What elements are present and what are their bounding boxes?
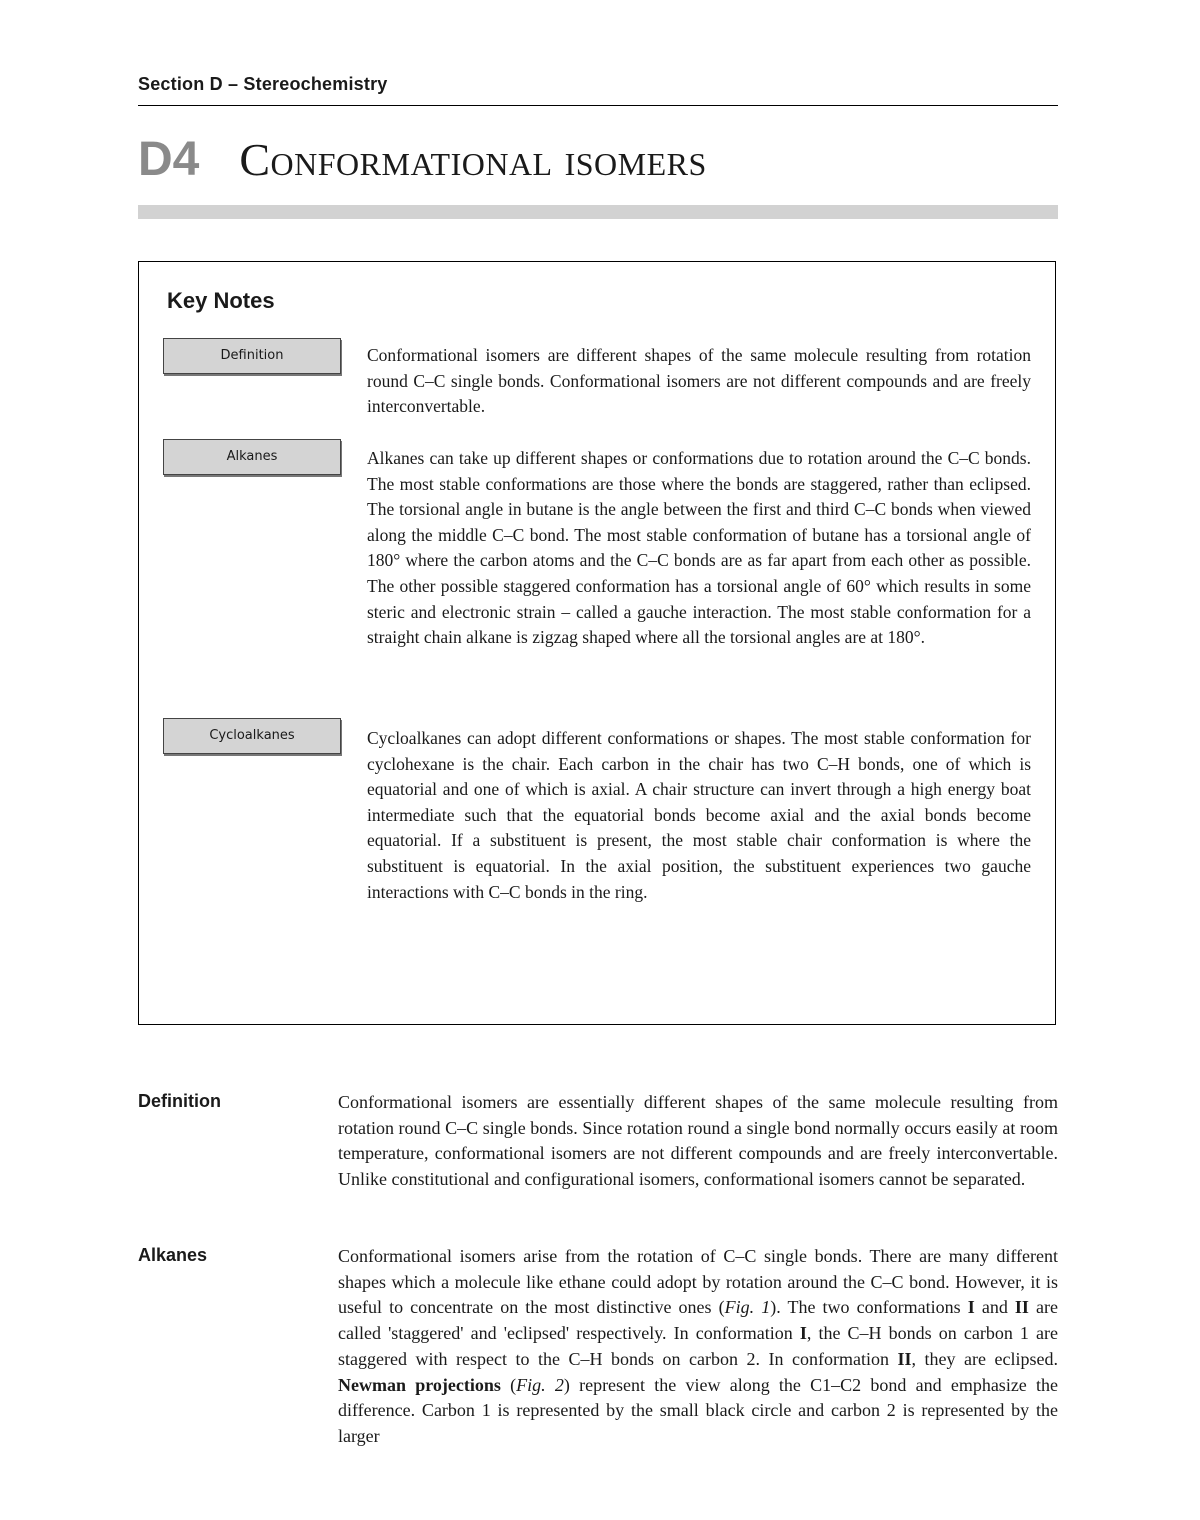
chapter-title: Conformational isomers	[239, 134, 707, 185]
conformation-I-label: I	[799, 1323, 807, 1344]
section-label: Section D – Stereochemistry	[138, 74, 388, 94]
key-note-text-definition: Conformational isomers are different shapes of the same molecule resulting from rotation round C–C single bonds. Conformational isomers are not different compounds and are freely interconvertable.	[367, 345, 1031, 417]
title-underbar	[138, 205, 1058, 219]
conformation-I-label: I	[967, 1297, 975, 1318]
body-text-alkanes	[338, 1244, 1058, 1450]
alkanes-text-part: (	[500, 1374, 517, 1395]
key-note-tag-definition: Definition	[163, 338, 341, 374]
conformation-II-label: II	[1014, 1297, 1029, 1318]
key-note-text-alkanes: Alkanes can take up different shapes or conformations due to rotation around the C–C bonds. The most stable conformations are those where the bonds are staggered, rather than eclipsed. The torsional angle in butane is the angle between the first and third C–C bonds when viewed along the middle C–C bond. The most stable conformation of butane has a torsional angle of 180° where the carbon atoms and the C–C bonds are as far apart from each other as possible. The other possible staggered conformation has a torsional angle of 60° which results in some steric and electronic strain – called a gauche interaction. The most stable conformation for a straight chain alkane is zigzag shaped where all the torsional angles are at 180°.	[367, 448, 1031, 648]
key-note-tag-cycloalkanes: Cycloalkanes	[163, 718, 341, 754]
alkanes-text-part: Conformational isomers arise from the rotation of C–C single bonds. There are many different shapes which a molecule like ethane could adopt by rotation around the C–C bond. However, it is useful to concentrate on the most distinctive ones (	[338, 1246, 1058, 1318]
chapter-heading	[138, 132, 707, 192]
key-notes-title: Key Notes	[167, 288, 275, 313]
alkanes-text-part: and	[974, 1297, 1015, 1318]
key-note-text-cycloalkanes: Cycloalkanes can adopt different conformations or shapes. The most stable conformation for cyclohexane is the chair. Each carbon in the chair has two C–H bonds, one of which is equatorial and one of which is axial. A chair structure can invert through a high energy boat intermediate such that the equatorial bonds become axial and the axial bonds become equatorial. If a substituent is present, the most stable chair conformation is where the substituent is equatorial. In the axial position, the substituent experiences two gauche interactions with C–C bonds in the ring.	[367, 728, 1031, 902]
header-rule	[138, 105, 1058, 106]
fig-1-reference: Fig. 1	[724, 1297, 771, 1318]
body-text-definition: Conformational isomers are essentially different shapes of the same molecule resulting from rotation round C–C single bonds. Since rotation round a single bond normally occurs easily at room temperature, conformational isomers are not different compounds and are freely interconvertable. Unlike constitutional and configurational isomers, conformational isomers cannot be separated.	[338, 1092, 1058, 1190]
alkanes-text-part: ). The two conformations	[770, 1297, 968, 1318]
alkanes-text-part: , they are eclipsed.	[911, 1348, 1059, 1369]
conformation-II-label: II	[897, 1348, 912, 1369]
fig-2-reference: Fig. 2	[516, 1374, 564, 1395]
body-label-alkanes: Alkanes	[138, 1245, 208, 1265]
body-label-definition: Definition	[138, 1091, 221, 1111]
chapter-number: D4	[138, 133, 200, 186]
key-note-tag-alkanes: Alkanes	[163, 439, 341, 475]
alkanes-text-part: are called 'staggered' and 'eclipsed' respectively. In conformation	[338, 1297, 1058, 1344]
newman-projections-term: Newman projections	[338, 1374, 501, 1395]
alkanes-text-part: , the C–H bonds on carbon 1 are staggered with respect to the C–H bonds on carbon 2. In conformation	[338, 1323, 1058, 1369]
alkanes-text-part: ) represent the view along the C1–C2 bond and emphasize the difference. Carbon 1 is represented by the small black circle and carbon 2 is represented by the larger	[338, 1374, 1059, 1446]
key-notes-box	[138, 261, 1056, 1025]
